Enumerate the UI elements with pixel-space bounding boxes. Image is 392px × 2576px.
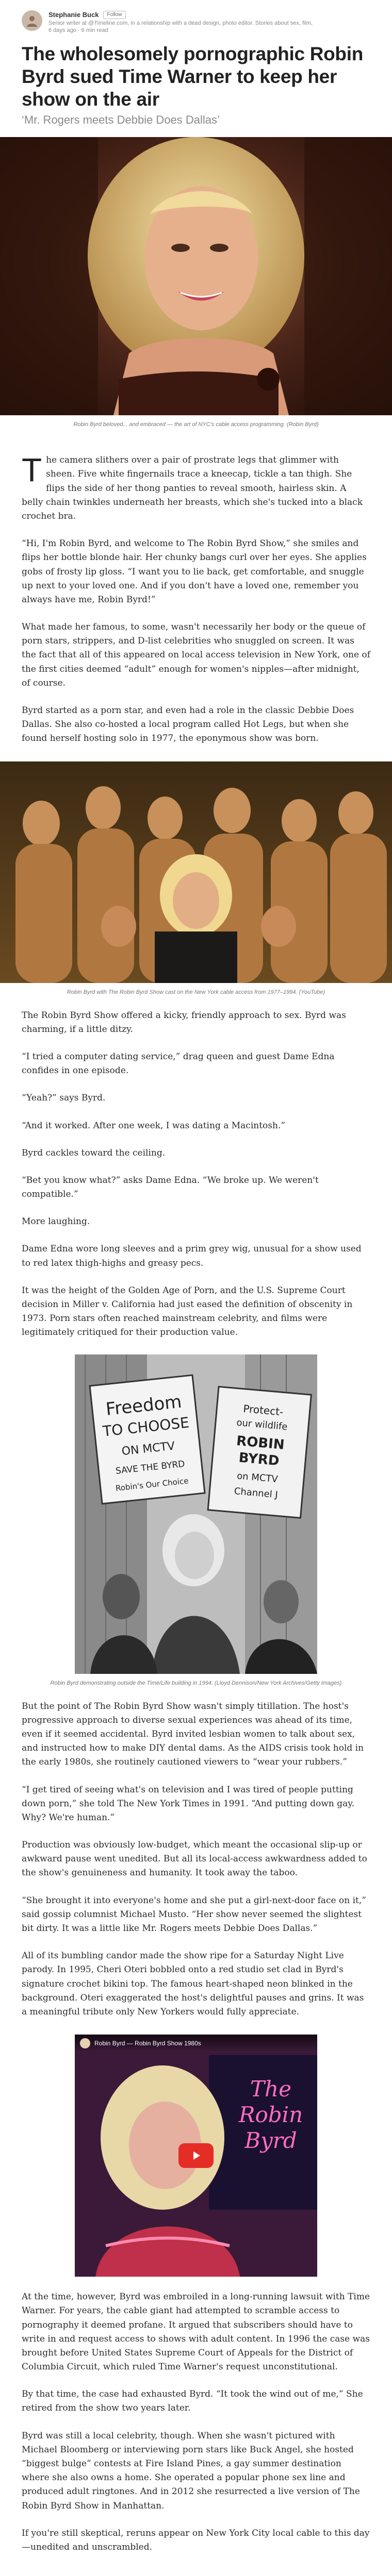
paragraph: “I tried a computer dating service,” drag queen and guest Dame Edna confides in one episode. xyxy=(22,1051,335,1076)
protest-image[interactable] xyxy=(75,1354,317,1674)
group-figure xyxy=(0,761,392,995)
paragraph: Dame Edna wore long sleeves and a prim grey wig, unusual for a show used to red latex thigh-highs and greasy pecs. xyxy=(22,1244,362,1268)
svg-text:Channel J: Channel J xyxy=(234,1485,279,1500)
paragraph: Byrd started as a porn star, and even had a role in the classic Debbie Does Dallas. She also co-hosted a local program called Hot Legs, but when she found herself hosting solo in 1977, the eponymous show was born. xyxy=(22,705,354,744)
article-title: The wholesomely pornographic Robin Byrd sued Time Warner to keep her show on the air xyxy=(22,43,364,110)
article-body-2 xyxy=(0,1009,392,1340)
svg-text:Freedom: Freedom xyxy=(105,1391,183,1420)
svg-text:BYRD: BYRD xyxy=(238,1450,280,1469)
hero-caption: Robin Byrd beloved... and embraced — the art of NYC's cable access programming. (Robin Byrd) xyxy=(73,421,319,428)
article-body-4 xyxy=(0,2290,392,2554)
group-caption: Robin Byrd with The Robin Byrd Show cast on the New York cable access from 1977–1994. (YouTube) xyxy=(67,989,325,995)
svg-text:The: The xyxy=(250,2076,291,2102)
article-subtitle: ‘Mr. Rogers meets Debbie Does Dallas’ xyxy=(22,113,220,127)
hero-image[interactable] xyxy=(0,137,392,415)
svg-text:Byrd: Byrd xyxy=(244,2128,297,2154)
play-icon xyxy=(190,2149,202,2162)
svg-text:Robin's Our Choice: Robin's Our Choice xyxy=(115,1476,189,1493)
article-body xyxy=(0,453,392,745)
svg-text:SAVE THE BYRD: SAVE THE BYRD xyxy=(115,1459,186,1477)
byline xyxy=(0,0,392,35)
author-name[interactable]: Stephanie Buck xyxy=(48,11,99,19)
author-avatar[interactable] xyxy=(22,10,42,31)
paragraph: If you're still skeptical, reruns appear on New York City local cable to this day—unedited and unscrambled. xyxy=(22,2528,370,2552)
paragraph: Byrd cackles toward the ceiling. xyxy=(22,1147,166,1158)
video-embed-wrap xyxy=(0,2019,392,2277)
paragraph: The Robin Byrd Show offered a kicky, friendly approach to sex. Byrd was charming, if a little ditzy. xyxy=(22,1010,346,1035)
svg-text:Protect-: Protect- xyxy=(242,1402,284,1418)
article-body-3 xyxy=(0,1700,392,2020)
paragraph: By that time, the case had exhausted Byrd. “It took the wind out of me,” She retired from the show two years later. xyxy=(22,2389,363,2414)
author-bio: Senior writer at @Timeline.com, in a relationship with a dead design, photo editor. Stories about sex, film, xyxy=(48,20,313,26)
svg-text:our wildlife: our wildlife xyxy=(236,1417,288,1432)
paragraph xyxy=(22,453,370,523)
paragraph: But the point of The Robin Byrd Show wasn't simply titillation. The host's progressive approach to diverse sexual experiences was ahead of its time, even if it seemed accidental. Byrd invited lesbian women to talk about sex, and instructed how to make DIY dental dams. As the AIDS crisis took hold in the early 1980s, she routinely cautioned viewers to “wear your rubbers.” xyxy=(22,1701,364,1768)
svg-text:TO CHOOSE: TO CHOOSE xyxy=(102,1413,190,1440)
video-embed[interactable] xyxy=(75,2035,317,2277)
svg-text:on MCTV: on MCTV xyxy=(236,1470,279,1485)
byline-text xyxy=(48,10,370,35)
paragraph: At the time, however, Byrd was embroiled in a long-running lawsuit with Time Warner. For years, the cable giant had attempted to scramble access to pornography it deemed profane. It argued that subscribers should have to write in and request access to shows with adult content. In 1996 the case was brought before United States Supreme Court of Appeals for the District of Columbia Circuit, which ruled Time Warner's request unconstitutional. xyxy=(22,2292,370,2372)
paragraph: More laughing. xyxy=(22,1216,90,1227)
paragraph-text: he camera slithers over a pair of prostrate legs that glimmer with sheen. Five white fingernails trace a kneecap, tickle a tan thigh. She flips the side of her thong panties to reveal smooth, hairless skin. A belly chain twinkles underneath her breasts, which she's tucked into a black crochet bra. xyxy=(22,455,363,521)
author-row xyxy=(48,10,370,20)
paragraph: “She brought it into everyone's home and she put a girl-next-door face on it,” said gossip columnist Michael Musto. “Her show never seemed the slightest bit dirty. It was a little like Mr. Rogers meets Debbie Does Dallas.” xyxy=(22,1895,366,1934)
paragraph: All of its bumbling candor made the show ripe for a Saturday Night Live parody. In 1995, Cheri Oteri bobbled onto a red studio set clad in Byrd's signature crochet bikini top. The famous heart-shaped neon blinked in the background. Oteri exaggerated the host's delightful pauses and grins. It was a meaningful tribute only New Yorkers would fully appreciate. xyxy=(22,1951,364,2017)
channel-logo[interactable] xyxy=(80,2038,90,2048)
svg-text:Robin: Robin xyxy=(238,2102,303,2128)
paragraph: Byrd was still a local celebrity, though. When she wasn't pictured with Michael Bloomberg or interviewing porn stars like Buck Angel, she hosted “biggest bulge” contests at Fire Island Pines, a gay summer destination where she also owns a home. She operated a popular phone sex line and produced adult ringtones. And in 2012 she resurrected a live version of The Robin Byrd Show in Manhattan. xyxy=(22,2430,360,2511)
paragraph: What made her famous, to some, wasn't necessarily her body or the queue of porn stars, strippers, and D-list celebrities who snuggled on screen. It was the fact that all of this appeared on local access television in New York, one of the first cities deemed “adult” enough for women's nipples—after midnight, of course. xyxy=(22,622,370,688)
paragraph: “I get tired of seeing what's on television and I was tired of people putting down porn,” she told The New York Times in 1991. “And putting down gay. Why? We're human.” xyxy=(22,1784,355,1823)
portrait-wrap xyxy=(0,1340,392,1674)
paragraph: “And it worked. After one week, I was dating a Macintosh.” xyxy=(22,1120,286,1131)
protest-figure xyxy=(0,1340,392,1686)
post-meta: 6 days ago · 6 min read xyxy=(48,27,108,34)
paragraph: “Bet you know what?” asks Dame Edna. “We broke up. We weren't compatible.” xyxy=(22,1175,319,1200)
hero-figure xyxy=(0,137,392,428)
video-title[interactable]: Robin Byrd — Robin Byrd Show 1980s xyxy=(94,2040,201,2047)
svg-text:ON MCTV: ON MCTV xyxy=(121,1439,176,1458)
svg-text:ROBIN: ROBIN xyxy=(236,1433,285,1453)
group-image[interactable] xyxy=(0,761,392,983)
paragraph: “Hi, I'm Robin Byrd, and welcome to The Robin Byrd Show,” she smiles and flips her bottle blonde hair. Her chunky bangs curl over her eyes. She applies gobs of frosty lip gloss. “I want you to lie back, get comfortable, and snuggle up next to your loved one. And if you don't have a loved one, remember you always have me, Robin Byrd!” xyxy=(22,538,367,605)
follow-button[interactable]: Follow xyxy=(103,11,126,19)
video-header xyxy=(75,2035,317,2052)
drop-cap: T xyxy=(22,451,42,489)
paragraph: “Yeah?” says Byrd. xyxy=(22,1093,106,1104)
paragraph: Production was obviously low-budget, which meant the occasional slip-up or awkward pause went unedited. But all its local-access awkwardness added to the show's genuineness and humanity. It took away the taboo. xyxy=(22,1840,367,1878)
play-button[interactable] xyxy=(178,2143,214,2168)
person-icon xyxy=(25,14,39,27)
protest-caption: Robin Byrd demonstrating outside the Time/Life building in 1994. (Lloyd Dennison/New York Archives/Getty Images) xyxy=(50,1680,342,1686)
paragraph: It was the height of the Golden Age of Porn, and the U.S. Supreme Court decision in Miller v. California had just eased the definition of obscenity in 1973. Porn stars often reached mainstream celebrity, and films were legitimately critiqued for their production value. xyxy=(22,1285,353,1338)
